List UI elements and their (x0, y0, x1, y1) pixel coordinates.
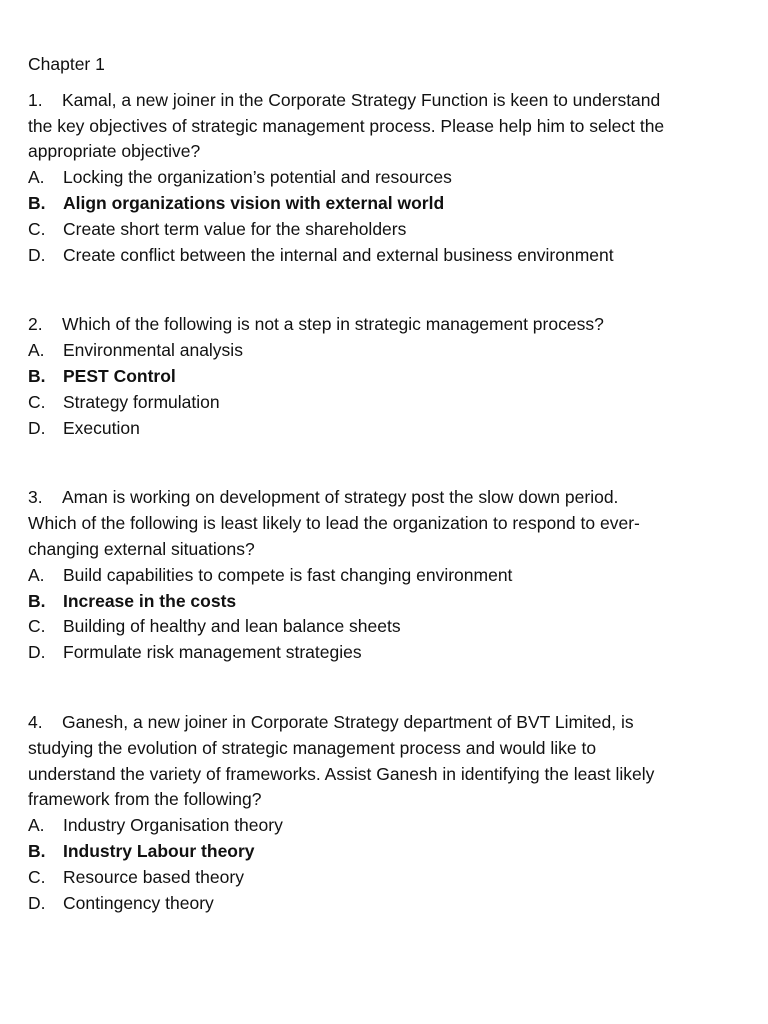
option-text: Building of healthy and lean balance sheets (63, 616, 401, 637)
option-c (28, 614, 740, 640)
question-1 (28, 88, 740, 269)
option-text: Industry Labour theory (63, 840, 255, 861)
option-letter: D. (28, 642, 46, 663)
option-letter: A. (28, 815, 45, 836)
option-c (28, 217, 740, 243)
option-letter: C. (28, 616, 46, 637)
option-letter: B. (28, 590, 46, 611)
option-letter: B. (28, 192, 46, 213)
question-text-line (28, 88, 740, 114)
option-letter: B. (28, 840, 46, 861)
question-text-line: framework from the following? (28, 789, 262, 810)
question-text-line: studying the evolution of strategic management process and would like to (28, 737, 597, 758)
option-text: Contingency theory (63, 892, 214, 913)
option-text: Create short term value for the shareholders (63, 218, 407, 239)
option-letter: D. (28, 244, 46, 265)
option-text: PEST Control (63, 365, 176, 386)
question-text: Ganesh, a new joiner in Corporate Strategy department of BVT Limited, is (62, 711, 634, 732)
option-a (28, 165, 740, 191)
question-text-line (28, 312, 740, 338)
option-a (28, 338, 740, 364)
question-text: Kamal, a new joiner in the Corporate Strategy Function is keen to understand (62, 89, 661, 110)
question-number: 1. (28, 89, 43, 110)
option-text: Industry Organisation theory (63, 815, 283, 836)
option-letter: A. (28, 340, 45, 361)
option-letter: D. (28, 892, 46, 913)
chapter-title: Chapter 1 (28, 54, 105, 74)
option-b-answer (28, 364, 740, 390)
option-b-answer (28, 839, 740, 865)
option-letter: C. (28, 391, 46, 412)
option-c (28, 390, 740, 416)
option-letter: D. (28, 417, 46, 438)
question-2 (28, 312, 740, 441)
question-text-line (28, 485, 740, 511)
question-text-line: understand the variety of frameworks. Assist Ganesh in identifying the least likely (28, 763, 655, 784)
option-letter: C. (28, 866, 46, 887)
question-text-line (28, 710, 740, 736)
question-text: Which of the following is not a step in strategic management process? (62, 314, 604, 335)
option-text: Build capabilities to compete is fast changing environment (63, 564, 513, 585)
option-text: Locking the organization’s potential and resources (63, 167, 452, 188)
option-text: Execution (63, 417, 140, 438)
question-text-line: Which of the following is least likely to lead the organization to respond to ever- (28, 513, 640, 534)
question-3 (28, 485, 740, 666)
question-text: Aman is working on development of strategy post the slow down period. (62, 487, 619, 508)
option-letter: A. (28, 167, 45, 188)
option-letter: B. (28, 365, 46, 386)
option-b-answer (28, 191, 740, 217)
option-text: Environmental analysis (63, 340, 243, 361)
question-number: 4. (28, 711, 43, 732)
option-c (28, 865, 740, 891)
option-a (28, 563, 740, 589)
option-a (28, 813, 740, 839)
question-number: 2. (28, 314, 43, 335)
option-letter: A. (28, 564, 45, 585)
option-text: Resource based theory (63, 866, 244, 887)
document-page (28, 52, 740, 960)
option-text: Align organizations vision with external world (63, 192, 445, 213)
question-text-line: appropriate objective? (28, 141, 201, 162)
option-text: Create conflict between the internal and external business environment (63, 244, 614, 265)
option-d (28, 891, 740, 917)
question-text-line: the key objectives of strategic management process. Please help him to select the (28, 115, 665, 136)
option-text: Strategy formulation (63, 391, 220, 412)
option-b-answer (28, 589, 740, 615)
question-number: 3. (28, 487, 43, 508)
option-d (28, 640, 740, 666)
option-text: Increase in the costs (63, 590, 237, 611)
question-4 (28, 710, 740, 916)
question-text-line: changing external situations? (28, 538, 255, 559)
option-d (28, 416, 740, 442)
option-d (28, 243, 740, 269)
option-text: Formulate risk management strategies (63, 642, 362, 663)
option-letter: C. (28, 218, 46, 239)
